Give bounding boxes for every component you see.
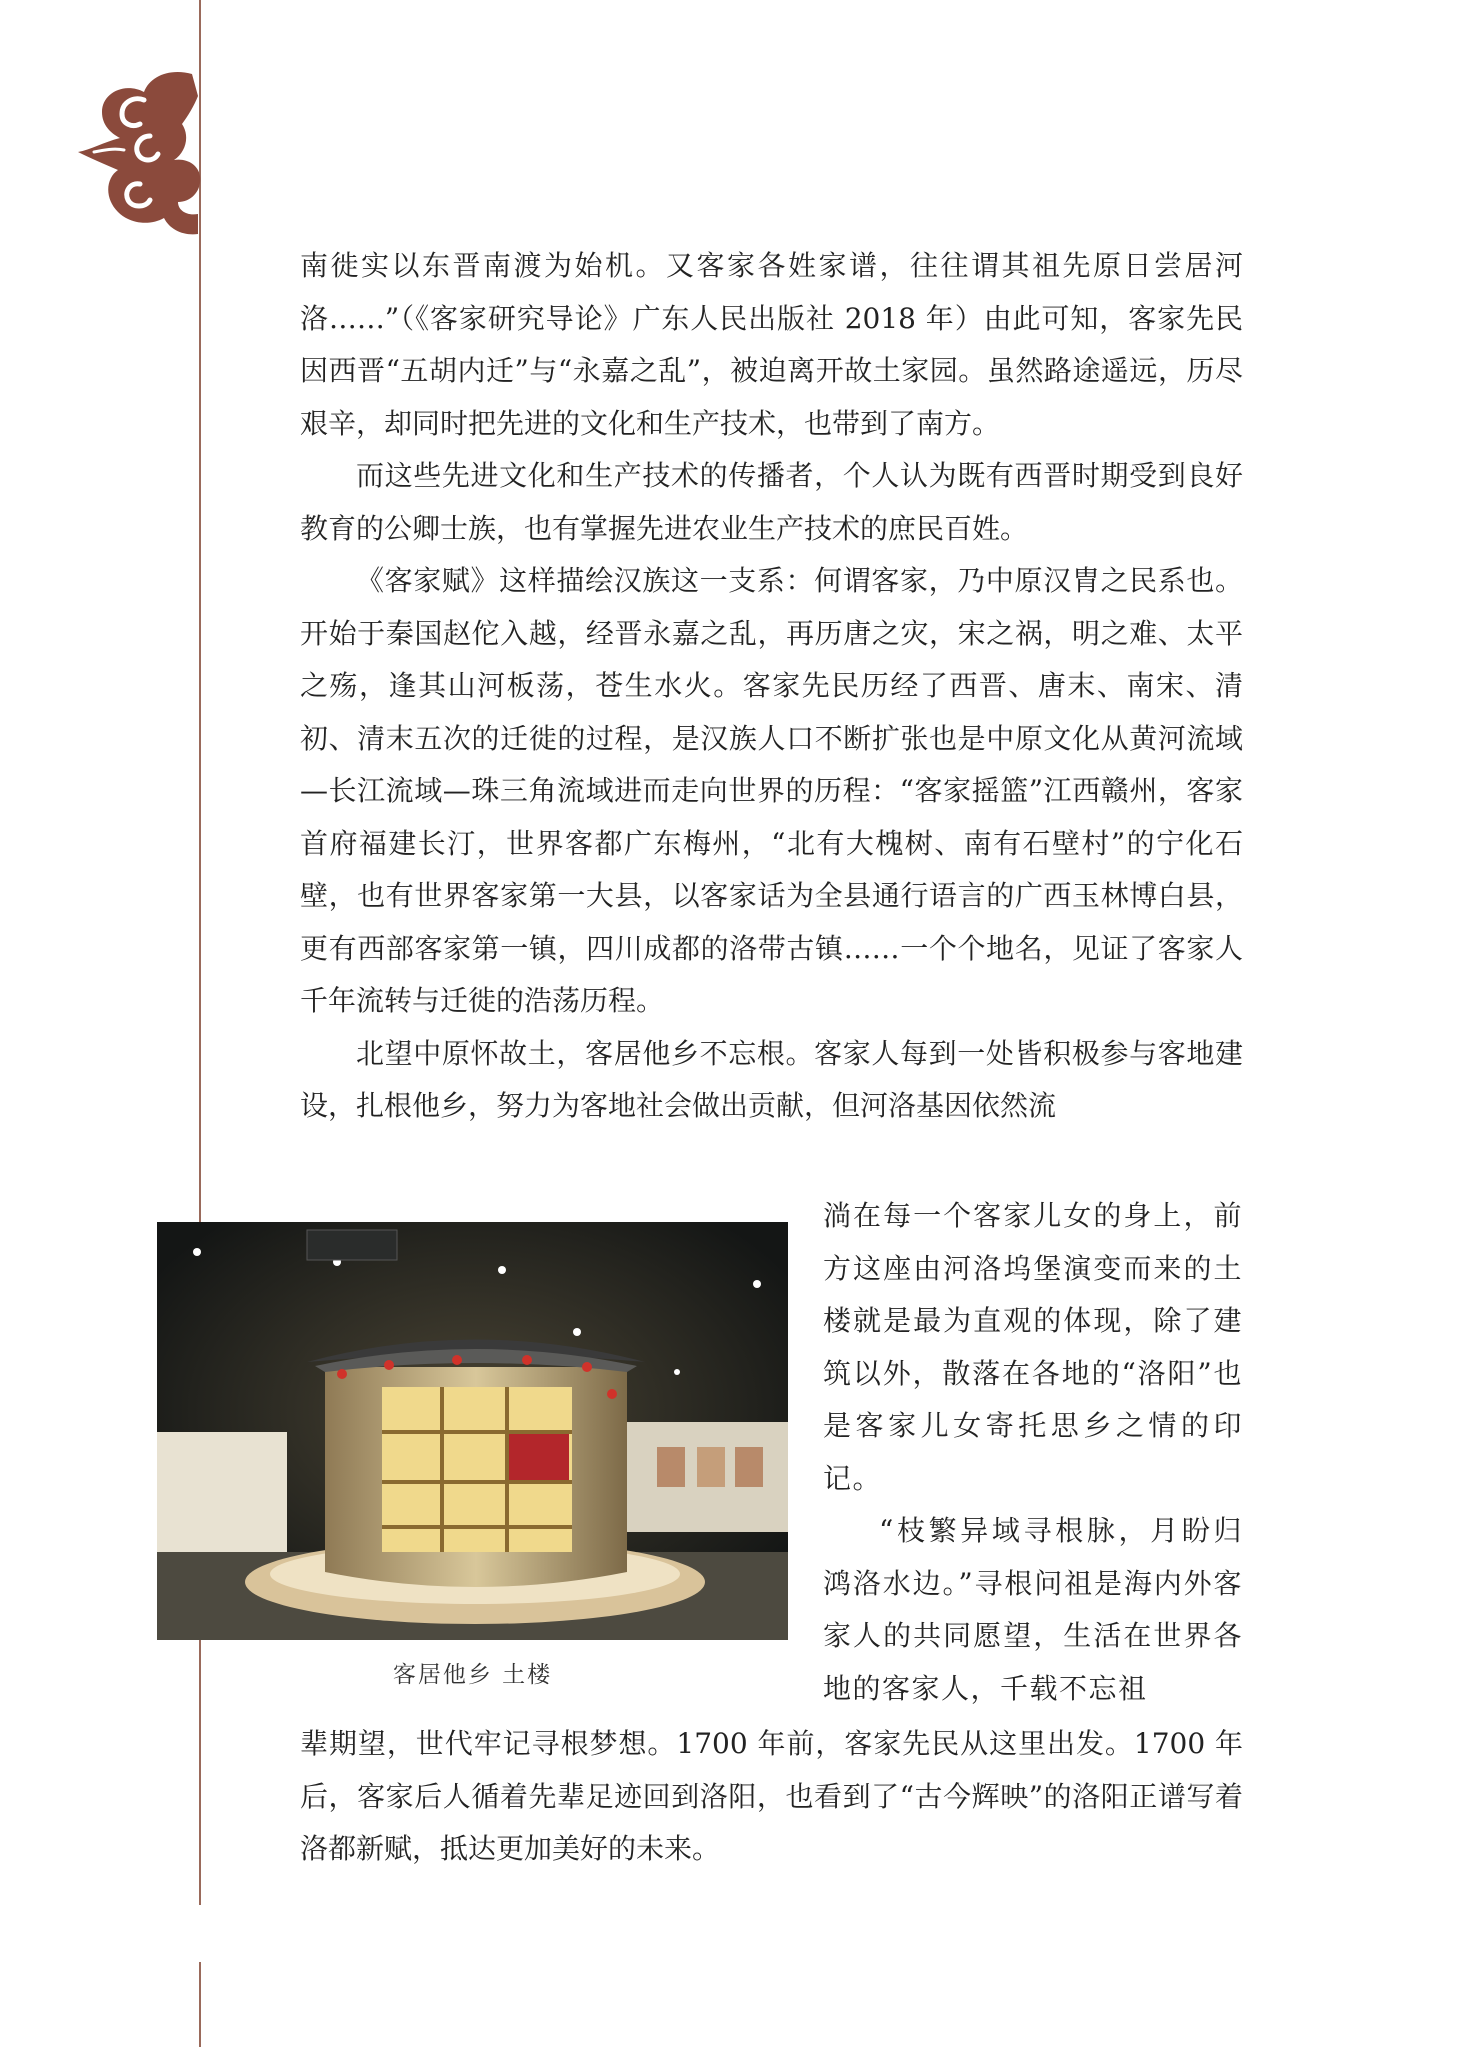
paragraph-5-continued: 辈期望，世代牢记寻根梦想。1700 年前，客家先民从这里出发。1700 年后，客家后人循着先辈足迹回到洛阳，也看到了“古今辉映”的洛阳正谱写着洛都新赋，抵达更加美好的未来。 [300, 1727, 1243, 1865]
body-text-side [823, 1190, 1243, 1715]
body-text-bottom [300, 1718, 1243, 1876]
paragraph-4: 北望中原怀故土，客居他乡不忘根。客家人每到一处皆积极参与客地建设，扎根他乡，努力为客地社会做出贡献，但河洛基因依然流 [300, 1036, 1243, 1122]
paragraph-2: 而这些先进文化和生产技术的传播者，个人认为既有西晋时期受到良好教育的公卿士族，也有掌握先进农业生产技术的庶民百姓。 [300, 459, 1243, 545]
body-text-top [300, 240, 1243, 1133]
auspicious-cloud-icon [74, 66, 206, 238]
paragraph-5: “枝繁异域寻根脉，月盼归鸿洛水边。”寻根问祖是海内外客家人的共同愿望，生活在世界各地的客家人，千载不忘祖 [823, 1514, 1243, 1705]
paragraph-3: 《客家赋》这样描绘汉族这一支系：何谓客家，乃中原汉胄之民系也。开始于秦国赵佗入越，经晋永嘉之乱，再历唐之灾，宋之祸，明之难、太平之殇，逢其山河板荡，苍生水火。客家先民历经了西晋、唐末、南宋、清初、清末五次的迁徙的过程，是汉族人口不断扩张也是中原文化从黄河流域—长江流域—珠三角流域进而走向世界的历程：“客家摇篮”江西赣州，客家首府福建长汀，世界客都广东梅州，“北有大槐树、南有石壁村”的宁化石壁，也有世界客家第一大县，以客家话为全县通行语言的广西玉林博白县，更有西部客家第一镇，四川成都的洛带古镇……一个个地名，见证了客家人千年流转与迁徙的浩荡历程。 [300, 564, 1243, 1017]
paragraph-4-continued: 淌在每一个客家儿女的身上，前方这座由河洛坞堡演变而来的土楼就是最为直观的体现，除了建筑以外，散落在各地的“洛阳”也是客家儿女寄托思乡之情的印记。 [823, 1199, 1243, 1495]
tulou-photo [157, 1222, 788, 1640]
margin-rule-bottom [199, 1962, 201, 2047]
figure-caption: 客居他乡 土楼 [392, 1662, 553, 1688]
paragraph-1: 南徙实以东晋南渡为始机。又客家各姓家谱，往往谓其祖先原日尝居河洛……”（《客家研究导论》广东人民出版社 2018 年）由此可知，客家先民因西晋“五胡内迁”与“永嘉之乱”，被迫离开故土家园。虽然路途遥远，历尽艰辛，却同时把先进的文化和生产技术，也带到了南方。 [300, 249, 1243, 440]
